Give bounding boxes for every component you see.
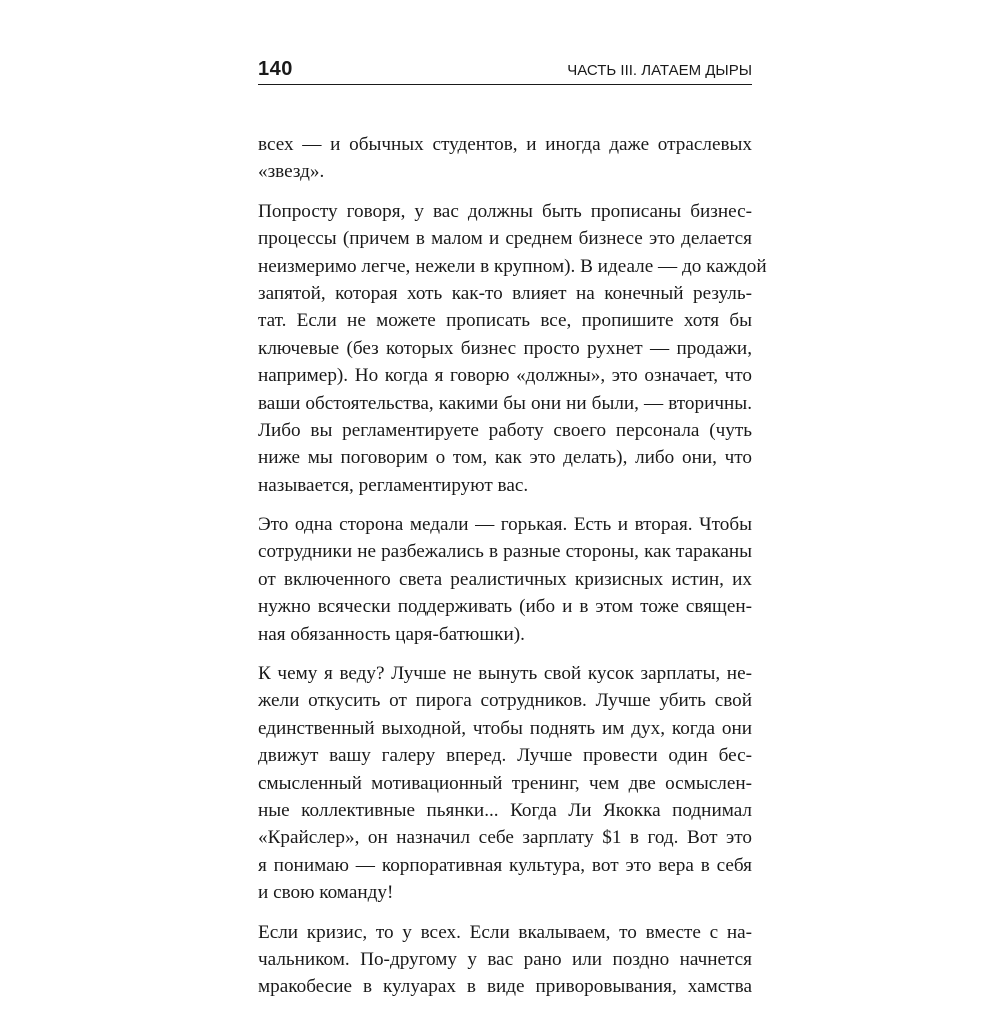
text-line: всех — и обычных студентов, и иногда даже отраслевых — [258, 134, 752, 155]
running-head — [258, 56, 752, 85]
text-line: от включенного света реалистичных кризисных истин, их — [258, 568, 752, 590]
text-line: К чему я веду? Лучше не вынуть свой кусок зарплаты, не- — [258, 663, 752, 685]
paragraph — [258, 511, 752, 648]
text-line: ные коллективные пьянки... Когда Ли Якокка поднимал — [258, 799, 752, 821]
text-line: называется, регламентируют вас. — [258, 474, 529, 496]
text-line: Попросту говоря, у вас должны быть прописаны бизнес- — [258, 200, 752, 222]
text-line: Это одна сторона медали — горькая. Есть и вторая. Чтобы — [258, 514, 752, 536]
text-line: ключевые (без которых бизнес просто рухнет — продажи, — [258, 337, 752, 359]
paragraph — [258, 919, 752, 1001]
text-line: мракобесие в кулуарах в виде приворовывания, хамства — [258, 976, 752, 998]
text-line: ваши обстоятельства, какими бы они ни были, — вторичны. — [258, 392, 752, 414]
text-line: ниже мы поговорим о том, как это делать), либо они, что — [258, 447, 752, 469]
text-line: и свою команду! — [258, 882, 394, 904]
text-line: процессы (причем в малом и среднем бизнесе это делается — [258, 228, 752, 250]
text-line: ная обязанность царя-батюшки). — [258, 623, 525, 645]
text-line: чальником. По-другому у вас рано или поздно начнется — [258, 948, 752, 970]
text-line: например). Но когда я говорю «должны», это означает, что — [258, 365, 752, 387]
text-line: я понимаю — корпоративная культура, вот это вера в себя — [258, 854, 752, 876]
text-line: смысленный мотивационный тренинг, чем две осмыслен- — [258, 772, 752, 794]
text-line: сотрудники не разбежались в разные стороны, как тараканы — [258, 541, 752, 563]
text-line: «Крайслер», он назначил себе зарплату $1 в год. Вот это — [258, 827, 752, 849]
paragraph — [258, 198, 767, 499]
paragraph — [258, 131, 752, 186]
text-line: движут вашу галеру вперед. Лучше провести один бес- — [258, 745, 752, 767]
page-number: 140 — [258, 58, 293, 80]
text-line: «звезд». — [258, 161, 325, 183]
text-line: Либо вы регламентируете работу своего персонала (чуть — [258, 419, 752, 441]
text-line: жели откусить от пирога сотрудников. Лучше убить свой — [258, 690, 752, 712]
text-line: запятой, которая хоть как-то влияет на конечный резуль- — [258, 282, 752, 304]
text-line: нужно всячески поддерживать (ибо и в этом тоже священ- — [258, 596, 752, 618]
section-title: ЧАСТЬ III. ЛАТАЕМ ДЫРЫ — [567, 62, 752, 79]
paragraph — [258, 660, 752, 907]
text-line: тат. Если не можете прописать все, пропишите хотя бы — [258, 310, 752, 332]
text-line: неизмеримо легче, нежели в крупном). В идеале — до каждой — [258, 255, 767, 277]
text-line: единственный выходной, чтобы поднять им дух, когда они — [258, 717, 752, 739]
text-body — [258, 131, 767, 1013]
text-line: Если кризис, то у всех. Если вкалываем, то вместе с на- — [258, 921, 752, 943]
